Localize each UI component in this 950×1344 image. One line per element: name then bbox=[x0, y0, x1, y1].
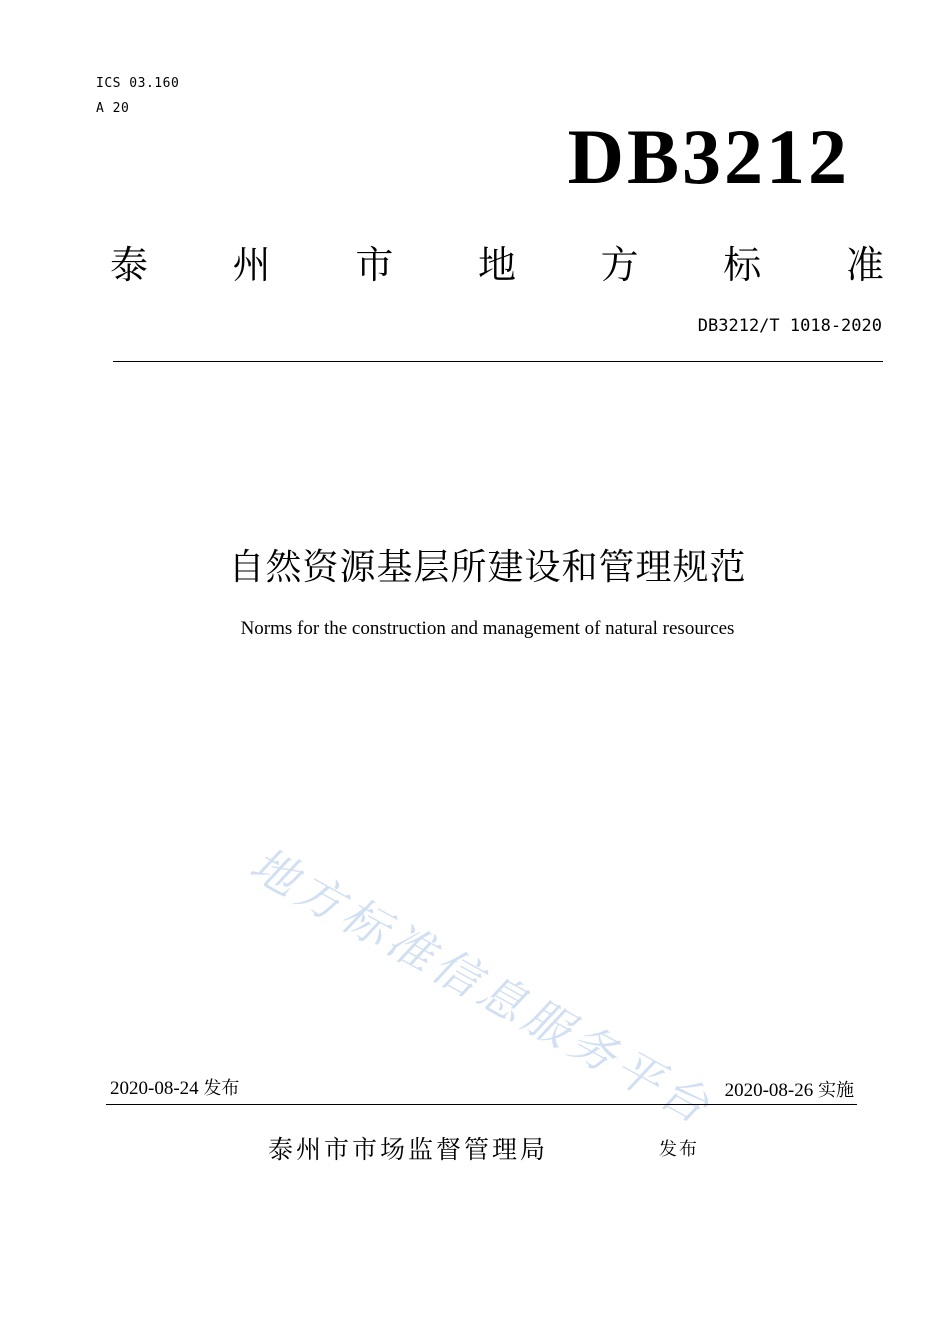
issue-date: 2020-08-24 bbox=[110, 1078, 199, 1099]
standard-type-char: 方 bbox=[600, 243, 639, 287]
publisher-label: 发布 bbox=[659, 1139, 699, 1160]
bottom-divider bbox=[106, 1104, 857, 1105]
ics-code: ICS 03.160 bbox=[96, 76, 180, 91]
implement-date-line bbox=[725, 1076, 854, 1102]
implement-date: 2020-08-26 bbox=[724, 1080, 814, 1101]
watermark: 地方标准信息服务平台 bbox=[241, 836, 723, 1136]
standard-type-char: 准 bbox=[845, 243, 884, 287]
issue-date-line bbox=[110, 1074, 239, 1100]
standard-code-heading: DB3212 bbox=[567, 113, 850, 200]
standard-type-char: 地 bbox=[477, 243, 516, 287]
standard-type-char: 州 bbox=[232, 243, 271, 287]
standard-number: DB3212/T 1018-2020 bbox=[697, 316, 882, 336]
document-title-chinese: 自然资源基层所建设和管理规范 bbox=[228, 547, 747, 588]
document-title-english: Norms for the construction and management of natural resources bbox=[240, 618, 735, 639]
top-divider bbox=[113, 361, 883, 362]
implement-label: 实施 bbox=[818, 1080, 854, 1101]
standard-type-heading bbox=[110, 243, 884, 287]
standard-type-char: 标 bbox=[723, 243, 762, 287]
standard-type-char: 市 bbox=[355, 243, 394, 287]
issue-label: 发布 bbox=[203, 1078, 240, 1099]
publisher-name: 泰州市市场监督管理局 bbox=[268, 1135, 549, 1164]
classification-code: A 20 bbox=[96, 101, 130, 116]
standard-type-char: 泰 bbox=[110, 243, 149, 287]
